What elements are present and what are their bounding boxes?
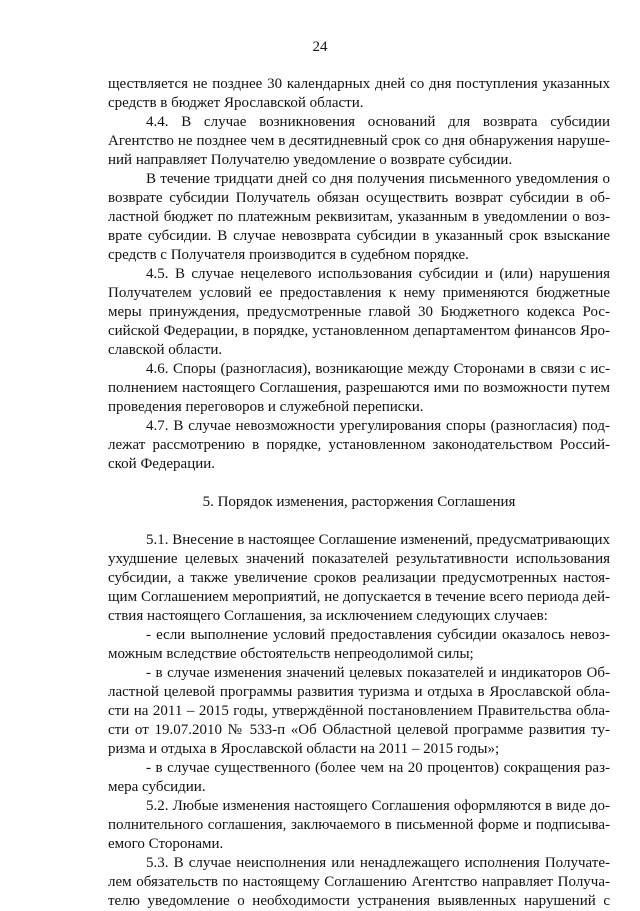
text-line: ществляется не позднее 30 календарных дней со дня поступления указанных: [108, 76, 610, 92]
text-line: - если выполнение условий предоставления субсидии оказалось невоз-: [146, 627, 610, 643]
text-line: полнительного соглашения, заключаемого в письменной форме и подписыва-: [108, 817, 610, 833]
text-line: щим Соглашением мероприятий, не допускается в течение всего периода дей-: [108, 589, 610, 605]
text-line: меры принуждения, предусмотренные главой 30 Бюджетного кодекса Рос-: [108, 304, 610, 320]
text-line: средств с Получателя производится в судебном порядке.: [108, 247, 469, 263]
text-line: возврате субсидии Получатель обязан осуществить возврат субсидии в об-: [108, 190, 610, 206]
paragraph-p-5-3: [108, 854, 610, 911]
text-line: субсидии, а также увеличение сроков реализации предусмотренных настоя-: [108, 570, 610, 586]
text-line: полнением настоящего Соглашения, разрешаются ими по возможности путем: [108, 380, 610, 396]
paragraph-p-5-1-c: [108, 759, 610, 797]
section-5-body: [108, 531, 610, 911]
text-line: можным вследствие обстоятельств непреодолимой силы;: [108, 646, 474, 662]
section-heading: 5. Порядок изменения, расторжения Соглашения: [202, 494, 516, 510]
text-line: 5.1. Внесение в настоящее Соглашение изменений, предусматривающих: [146, 532, 610, 548]
text-line: 4.5. В случае нецелевого использования субсидии и (или) нарушения: [146, 266, 610, 282]
text-line: сти на 2011 – 2015 годы, утверждённой постановлением Правительства обла-: [108, 703, 610, 719]
text-line: мера субсидии.: [108, 779, 206, 795]
text-line: ризма и отдыха в Ярославской области на 2011 – 2015 годы»;: [108, 741, 500, 757]
text-line: ской Федерации.: [108, 456, 216, 472]
text-line: лежат рассмотрению в порядке, установленном законодательством Россий-: [108, 437, 610, 453]
text-line: - в случае изменения значений целевых показателей и индикаторов Об-: [146, 665, 610, 681]
text-line: 5.3. В случае неисполнения или ненадлежащего исполнения Получате-: [146, 855, 610, 871]
text-line: сти от 19.07.2010 № 533-п «Об Областной целевой программе развития ту-: [108, 722, 610, 738]
page-content: [108, 75, 610, 911]
text-line: врате субсидии. В случае невозврата субсидии в указанный срок взыскание: [108, 228, 610, 244]
text-line: В течение тридцати дней со дня получения письменного уведомления о: [146, 171, 610, 187]
paragraph-p-4-6: [108, 360, 610, 417]
text-line: телю уведомление о необходимости устранения выявленных нарушений с: [108, 893, 610, 909]
text-line: ластной бюджет по платежным реквизитам, указанным в уведомлении о воз-: [108, 209, 610, 225]
text-line: емого Сторонами.: [108, 836, 224, 852]
text-line: 5.2. Любые изменения настоящего Соглашения оформляются в виде до-: [146, 798, 610, 814]
text-line: 4.6. Споры (разногласия), возникающие между Сторонами в связи с ис-: [146, 361, 610, 377]
text-line: ний направляет Получателю уведомление о возврате субсидии.: [108, 152, 513, 168]
text-line: славской области.: [108, 342, 223, 358]
text-line: 4.4. В случае возникновения оснований для возврата субсидии: [146, 114, 610, 130]
text-line: средств в бюджет Ярославской области.: [108, 95, 364, 111]
text-line: ухудшение целевых значений показателей результативности использования: [108, 551, 610, 567]
text-line: лем обязательств по настоящему Соглашению Агентство направляет Получа-: [108, 874, 610, 890]
text-line: - в случае существенного (более чем на 20 процентов) сокращения раз-: [146, 760, 610, 776]
paragraph-p-within-30: [108, 170, 610, 265]
paragraph-p-4-7: [108, 417, 610, 474]
text-line: проведения переговоров и служебной переписки.: [108, 399, 424, 415]
paragraph-p-5-1-b: [108, 664, 610, 759]
text-line: Получателем условий ее предоставления к нему применяются бюджетные: [108, 285, 610, 301]
paragraph-p-4-5: [108, 265, 610, 360]
text-line: сийской Федерации, в порядке, установленном департаментом финансов Яро-: [108, 323, 610, 339]
paragraph-p-4-4: [108, 113, 610, 170]
text-line: Агентство не позднее чем в десятидневный срок со дня обнаружения наруше-: [108, 133, 610, 149]
paragraph-p-5-1-a: [108, 626, 610, 664]
text-line: ствия настоящего Соглашения, за исключением следующих случаев:: [108, 608, 548, 624]
text-line: ластной целевой программы развития туризма и отдыха в Ярославской обла-: [108, 684, 610, 700]
section-4-tail: [108, 75, 610, 474]
page-number: 24: [312, 39, 328, 55]
paragraph-p-cont: [108, 75, 610, 113]
text-line: 4.7. В случае невозможности урегулирования споры (разногласия) под-: [146, 418, 610, 434]
paragraph-p-5-2: [108, 797, 610, 854]
paragraph-p-5-1: [108, 531, 610, 626]
